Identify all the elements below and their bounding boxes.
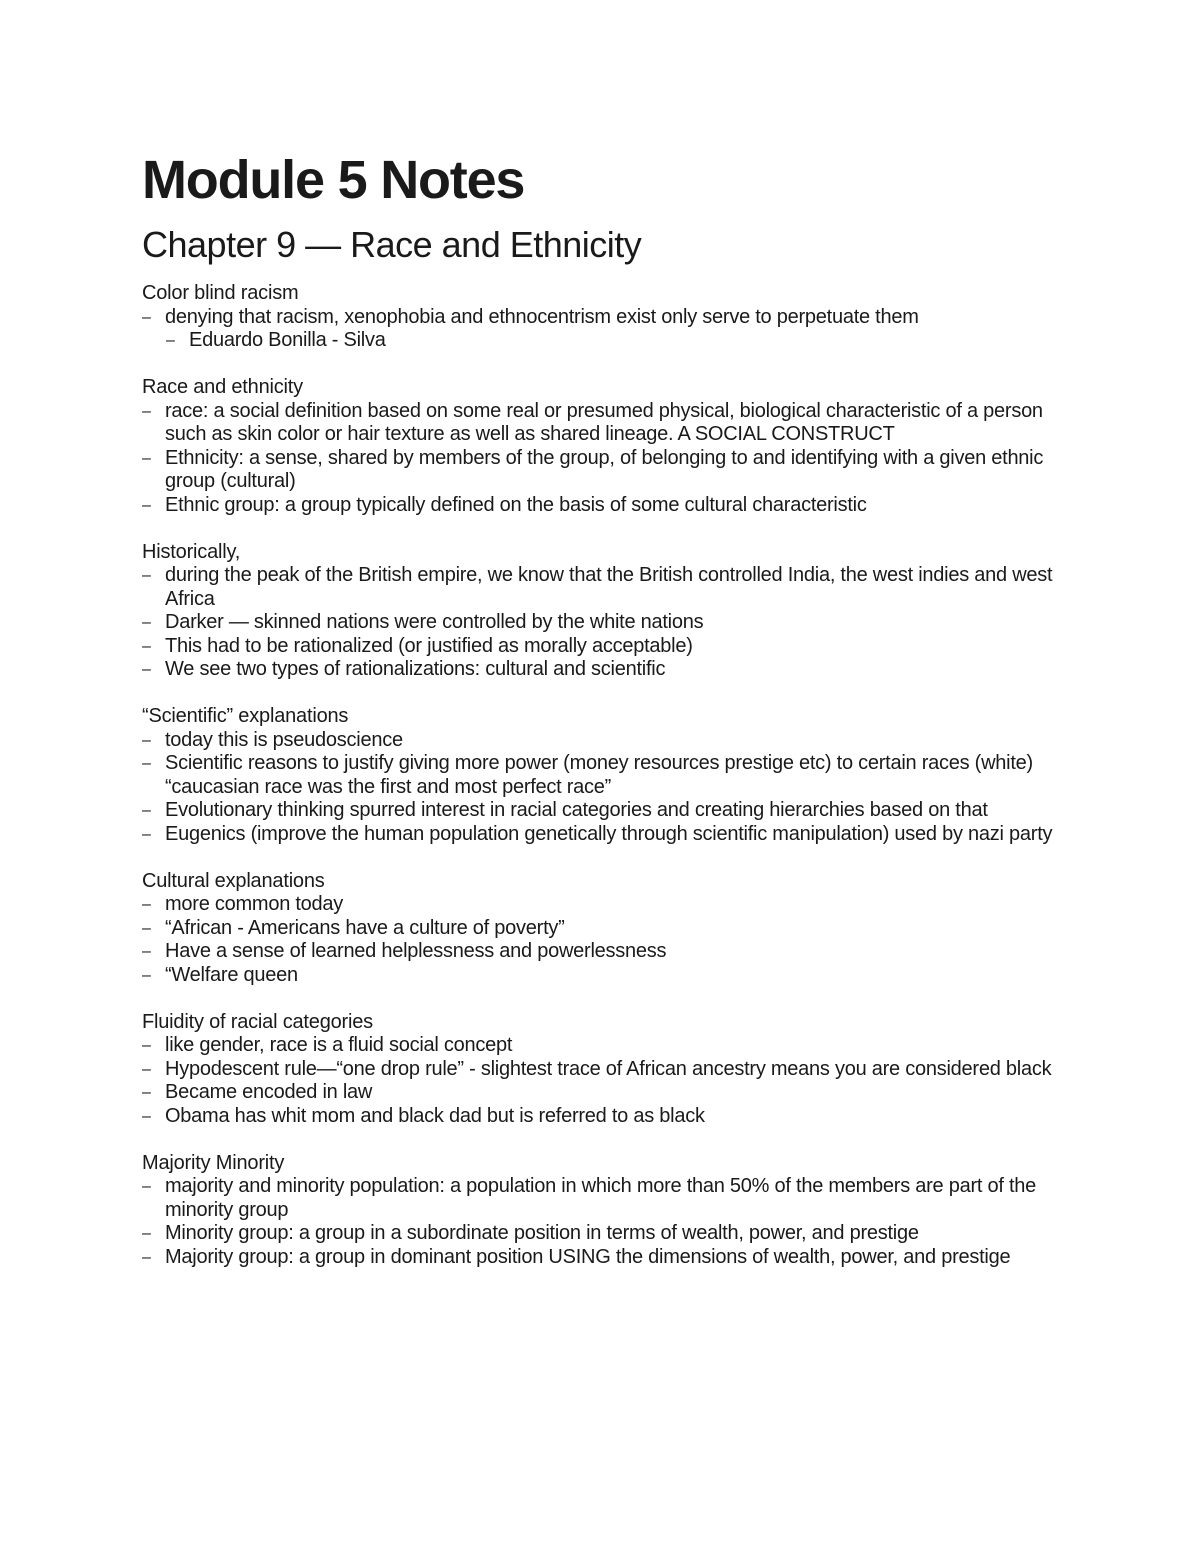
- list-item: – Scientific reasons to justify giving more power (money resources prestige etc) to certain races (white) “caucasian race was the first and most perfect race”: [142, 752, 1072, 799]
- list-item: – majority and minority population: a population in which more than 50% of the members are part of the minority group: [142, 1175, 1072, 1222]
- document-content: [142, 150, 1072, 1293]
- list-item: – Hypodescent rule—“one drop rule” - slightest trace of African ancestry means you are considered black: [142, 1058, 1072, 1082]
- notes-sections: [142, 282, 1072, 1269]
- section-cultural-explanations: [142, 870, 1072, 988]
- bullet-list: [142, 1034, 1072, 1128]
- section-heading: Fluidity of racial categories: [142, 1010, 373, 1033]
- list-item: – more common today: [142, 893, 1072, 917]
- section-color-blind-racism: [142, 282, 1072, 353]
- list-item: – Ethnicity: a sense, shared by members of the group, of belonging to and identifying with a given ethnic group (cultural): [142, 447, 1072, 494]
- section-majority-minority: [142, 1152, 1072, 1270]
- section-fluidity-of-racial-categories: [142, 1011, 1072, 1129]
- bullet-list: [142, 400, 1072, 518]
- list-item: – Have a sense of learned helplessness and powerlessness: [142, 940, 1072, 964]
- bullet-list: [142, 1175, 1072, 1269]
- list-item: – Became encoded in law: [142, 1081, 1072, 1105]
- list-item: – Ethnic group: a group typically defined on the basis of some cultural characteristic: [142, 494, 1072, 518]
- sub-list-item: – Eduardo Bonilla - Silva: [166, 329, 1072, 353]
- list-item: – “African - Americans have a culture of poverty”: [142, 917, 1072, 941]
- section-heading: Historically,: [142, 540, 241, 563]
- bullet-list: [142, 564, 1072, 682]
- section-heading: “Scientific” explanations: [142, 705, 349, 727]
- list-item: – today this is pseudoscience: [142, 729, 1072, 753]
- list-item: – Darker — skinned nations were controlled by the white nations: [142, 611, 1072, 635]
- section-heading: Color blind racism: [142, 282, 299, 304]
- page-title: Module 5 Notes: [142, 150, 525, 210]
- section-scientific-explanations: [142, 705, 1072, 846]
- chapter-subtitle: Chapter 9 — Race and Ethnicity: [142, 224, 642, 265]
- bullet-list: [142, 893, 1072, 987]
- section-historically: [142, 541, 1072, 682]
- list-item: – Obama has whit mom and black dad but is referred to as black: [142, 1105, 1072, 1129]
- section-heading: Cultural explanations: [142, 869, 325, 892]
- list-item: – We see two types of rationalizations: cultural and scientific: [142, 658, 1072, 682]
- list-item: – race: a social definition based on some real or presumed physical, biological characteristic of a person such as skin color or hair texture as well as shared lineage. A SOCIAL CONSTRUCT: [142, 400, 1072, 447]
- list-item: – Eugenics (improve the human population genetically through scientific manipulation) used by nazi party: [142, 823, 1072, 847]
- section-heading: Race and ethnicity: [142, 376, 303, 398]
- bullet-list: [142, 306, 1072, 353]
- list-item: – like gender, race is a fluid social concept: [142, 1034, 1072, 1058]
- list-item: – denying that racism, xenophobia and ethnocentrism exist only serve to perpetuate them: [142, 306, 1072, 330]
- list-item: – Evolutionary thinking spurred interest in racial categories and creating hierarchies based on that: [142, 799, 1072, 823]
- section-race-and-ethnicity: [142, 376, 1072, 517]
- list-item: – during the peak of the British empire, we know that the British controlled India, the west indies and west Africa: [142, 564, 1072, 611]
- list-item: – Minority group: a group in a subordinate position in terms of wealth, power, and prestige: [142, 1222, 1072, 1246]
- bullet-list: [142, 729, 1072, 847]
- list-item: – “Welfare queen: [142, 964, 1072, 988]
- list-item: – This had to be rationalized (or justified as morally acceptable): [142, 635, 1072, 659]
- list-item: – Majority group: a group in dominant position USING the dimensions of wealth, power, and prestige: [142, 1246, 1072, 1270]
- section-heading: Majority Minority: [142, 1151, 285, 1174]
